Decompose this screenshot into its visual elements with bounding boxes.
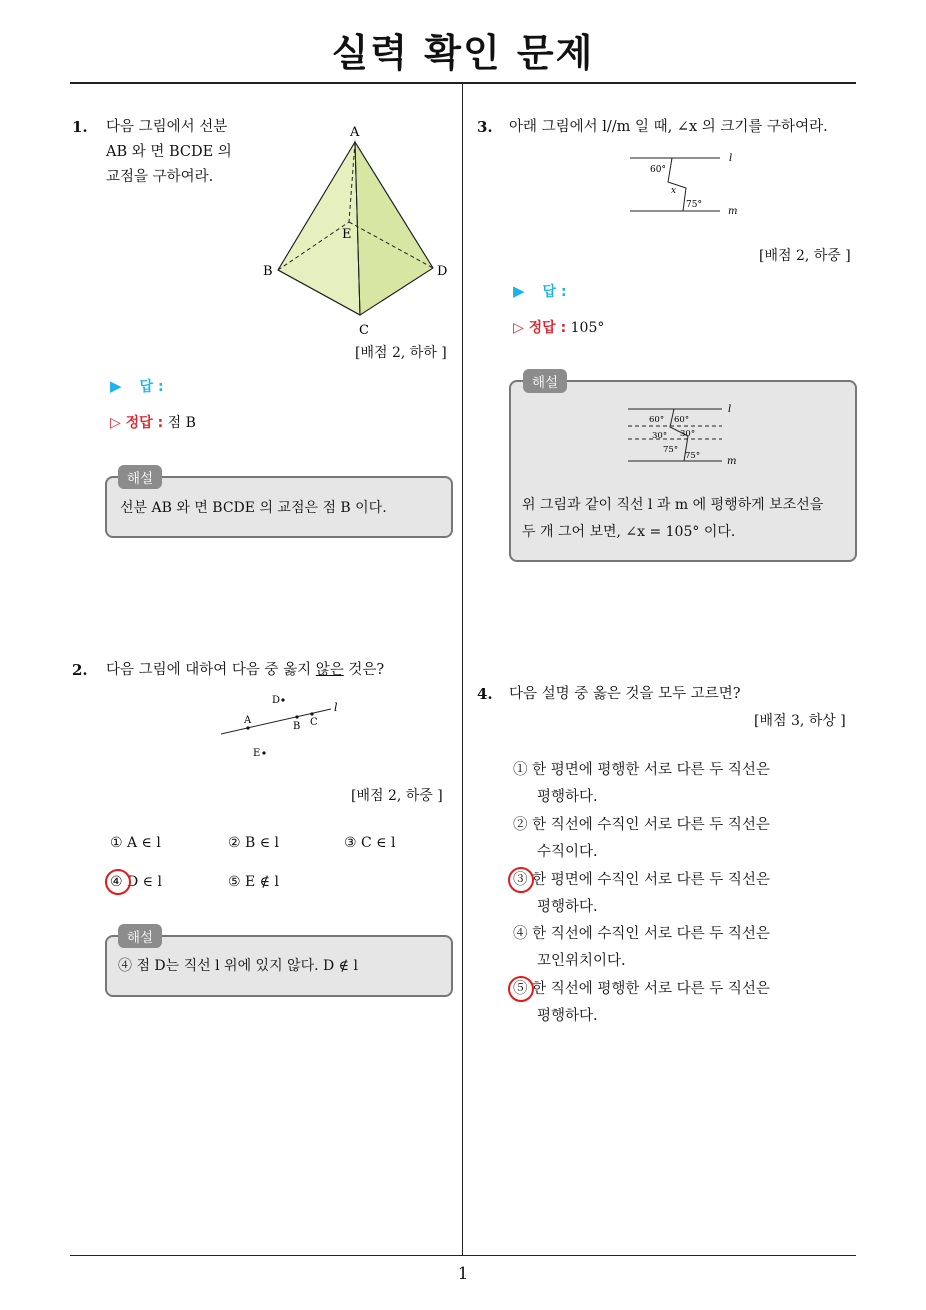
header-rule bbox=[70, 82, 856, 84]
q1-text bbox=[106, 115, 232, 190]
page-title: 실력 확인 문제 bbox=[331, 31, 595, 75]
q2-number: 2. bbox=[72, 661, 88, 679]
option-line: ③ 한 평면에 수직인 서로 다른 두 직선은 bbox=[513, 872, 770, 888]
q1-correct bbox=[110, 412, 196, 432]
q1-number: 1. bbox=[72, 118, 88, 136]
angle-label-60: 60° bbox=[650, 165, 666, 175]
answer-label-text: 답 : bbox=[542, 284, 567, 300]
q1-text-line: 교점을 구하여라. bbox=[106, 169, 214, 185]
q3-explanation-line: 두 개 그어 보면, ∠x = 105° 이다. bbox=[522, 524, 736, 540]
q1-explanation: 선분 AB 와 면 BCDE 의 교점은 점 B 이다. bbox=[120, 500, 387, 516]
q4-option-4[interactable] bbox=[513, 921, 770, 975]
option-line: ① 한 평면에 평행한 서로 다른 두 직선은 bbox=[513, 762, 770, 778]
q2-option-5[interactable]: ⑤ E ∉ l bbox=[228, 874, 279, 890]
q1-score: [배점 2, 하하 ] bbox=[355, 345, 447, 361]
zigzag bbox=[668, 158, 686, 211]
angle-label: 75° bbox=[663, 445, 679, 455]
option-line: 꼬인위치이다. bbox=[537, 953, 626, 969]
option-line: 평행하다. bbox=[537, 789, 598, 805]
q3-explanation-line: 위 그림과 같이 직선 l 과 m 에 평행하게 보조선을 bbox=[522, 497, 824, 513]
correct-label: 정답 : bbox=[125, 415, 164, 431]
correct-value: 105° bbox=[570, 320, 605, 336]
vertex-label-e: E bbox=[342, 227, 352, 242]
q2-option-2[interactable]: ② B ∈ l bbox=[228, 835, 280, 851]
q2-option-4[interactable]: ④ D ∈ l bbox=[110, 874, 162, 890]
page-number: 1 bbox=[457, 1264, 469, 1284]
q1-text-line: AB 와 면 BCDE 의 bbox=[106, 144, 232, 160]
vertex-label-b: B bbox=[263, 264, 273, 279]
angle-label: 60° bbox=[649, 415, 665, 425]
q4-marked-circle-3 bbox=[508, 867, 534, 893]
option-line: 평행하다. bbox=[537, 899, 598, 915]
angle-label: 75° bbox=[685, 451, 701, 461]
line-label-l: l bbox=[728, 404, 732, 415]
q2-explanation: ④ 점 D는 직선 l 위에 있지 않다. D ∉ l bbox=[118, 958, 358, 974]
point-label-a: A bbox=[244, 715, 252, 726]
q1-answer-label bbox=[110, 376, 164, 396]
point-b bbox=[295, 715, 298, 718]
option-line: 평행하다. bbox=[537, 1008, 598, 1024]
q4-option-5[interactable] bbox=[513, 976, 770, 1030]
vertex-label-c: C bbox=[359, 323, 369, 338]
q2-text-post: 것은? bbox=[343, 662, 385, 678]
angle-label-75: 75° bbox=[686, 200, 702, 210]
option-line: ④ 한 직선에 수직인 서로 다른 두 직선은 bbox=[513, 926, 770, 942]
q4-score: [배점 3, 하상 ] bbox=[754, 713, 846, 729]
column-divider bbox=[462, 83, 463, 1256]
q1-text-line: 다음 그림에서 선분 bbox=[106, 119, 228, 135]
option-line: ⑤ 한 직선에 평행한 서로 다른 두 직선은 bbox=[513, 981, 770, 997]
q3-correct bbox=[513, 317, 604, 337]
q4-number: 4. bbox=[477, 685, 493, 703]
q4-marked-circle-5 bbox=[508, 976, 534, 1002]
q4-option-3[interactable] bbox=[513, 867, 770, 921]
q2-option-1[interactable]: ① A ∈ l bbox=[110, 835, 161, 851]
q3-explanation-tag: 해설 bbox=[523, 369, 567, 393]
pyramid-face bbox=[355, 142, 433, 315]
point-c bbox=[310, 712, 313, 715]
point-label-c: C bbox=[310, 717, 318, 728]
option-line: ② 한 직선에 수직인 서로 다른 두 직선은 bbox=[513, 817, 770, 833]
q3-number: 3. bbox=[477, 118, 493, 136]
line-label-l: l bbox=[334, 701, 338, 714]
q2-text bbox=[106, 658, 384, 683]
answer-label-text: 답 : bbox=[139, 379, 164, 395]
q2-option-3[interactable]: ③ C ∈ l bbox=[344, 835, 396, 851]
q3-score: [배점 2, 하중 ] bbox=[759, 248, 851, 264]
q2-marked-circle bbox=[105, 869, 131, 895]
q3-explanation-figure bbox=[622, 398, 752, 470]
point-e bbox=[262, 751, 265, 754]
q3-explanation bbox=[522, 492, 823, 546]
point-label-d: D bbox=[272, 695, 281, 706]
q4-text: 다음 설명 중 옳은 것을 모두 고르면? bbox=[509, 686, 741, 702]
point-a bbox=[246, 726, 249, 729]
q1-explanation-tag: 해설 bbox=[118, 465, 162, 489]
play-icon: ▶ bbox=[513, 282, 525, 300]
q2-line-figure bbox=[215, 688, 355, 768]
play-icon: ▶ bbox=[110, 377, 122, 395]
angle-label: 30° bbox=[680, 429, 696, 439]
outline-play-icon: ▷ bbox=[513, 320, 529, 336]
q2-explanation-tag: 해설 bbox=[118, 924, 162, 948]
vertex-label-d: D bbox=[437, 264, 448, 279]
vertex-label-a: A bbox=[350, 125, 360, 140]
angle-label: 30° bbox=[652, 431, 668, 441]
point-label-e: E bbox=[253, 748, 261, 759]
q1-pyramid-figure bbox=[255, 120, 460, 340]
line-label-l: l bbox=[729, 153, 733, 164]
q4-option-2[interactable] bbox=[513, 812, 770, 866]
point-d bbox=[281, 698, 284, 701]
q2-score: [배점 2, 하중 ] bbox=[351, 788, 443, 804]
correct-label: 정답 : bbox=[528, 320, 567, 336]
q3-text: 아래 그림에서 l//m 일 때, ∠x 의 크기를 구하여라. bbox=[509, 119, 828, 135]
angle-label-x: x bbox=[671, 186, 677, 196]
outline-play-icon: ▷ bbox=[110, 415, 126, 431]
q2-text-underline: 않은 bbox=[315, 662, 344, 678]
footer-rule bbox=[70, 1255, 856, 1256]
line-label-m: m bbox=[728, 206, 738, 217]
option-line: 수직이다. bbox=[537, 844, 598, 860]
correct-value: 점 B bbox=[167, 415, 196, 431]
q4-option-1[interactable] bbox=[513, 757, 770, 811]
q3-parallel-figure bbox=[625, 145, 755, 220]
line-label-m: m bbox=[727, 456, 737, 467]
q2-text-pre: 다음 그림에 대하여 다음 중 옳지 bbox=[106, 662, 316, 678]
point-label-b: B bbox=[293, 721, 301, 732]
q3-answer-label bbox=[513, 281, 567, 301]
angle-label: 60° bbox=[674, 415, 690, 425]
